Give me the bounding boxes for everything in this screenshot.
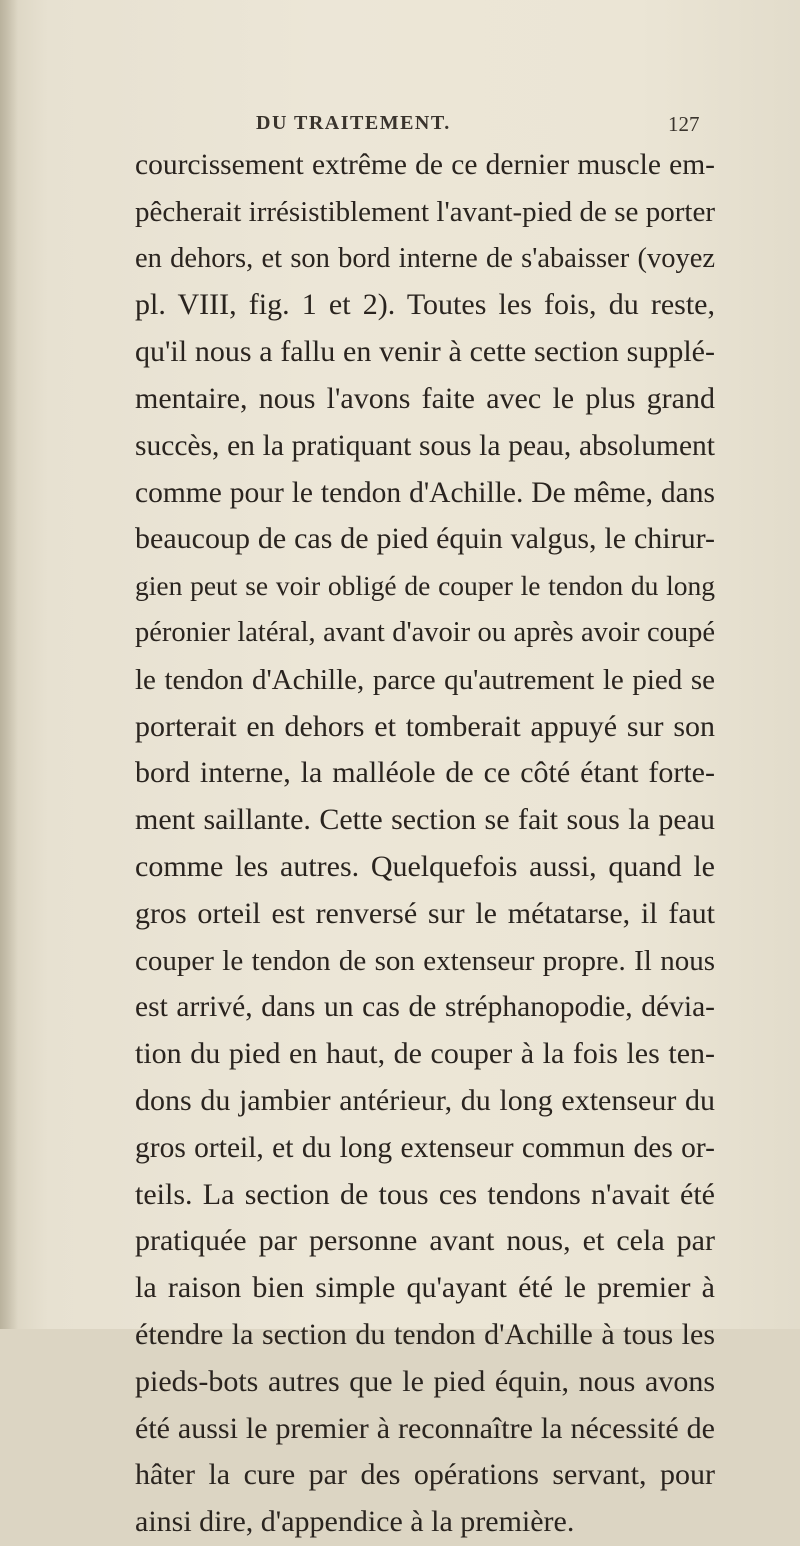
text-line: qu'il nous a fallu en venir à cette section supplé- — [135, 335, 715, 369]
text-line: comme les autres. Quelquefois aussi, quand le — [135, 849, 715, 883]
text-line: pl. VIII, fig. 1 et 2). Toutes les fois, du reste, — [135, 288, 715, 322]
text-line: bord interne, la malléole de ce côté étant forte- — [135, 756, 715, 790]
text-line: la raison bien simple qu'ayant été le premier à — [135, 1271, 715, 1305]
text-line: en dehors, et son bord interne de s'abaisser (voyez — [135, 242, 715, 274]
text-line: courcissement extrême de ce dernier muscle em- — [135, 149, 715, 181]
text-line: succès, en la pratiquant sous la peau, absolument — [135, 429, 715, 462]
text-line: le tendon d'Achille, parce qu'autrement le pied se — [135, 663, 715, 696]
running-title: DU TRAITEMENT. — [256, 112, 451, 134]
text-line: porterait en dehors et tomberait appuyé sur son — [135, 709, 715, 743]
text-line: pratiquée par personne avant nous, et cela par — [135, 1224, 715, 1258]
page-gutter-shadow — [0, 0, 18, 1329]
running-header — [0, 112, 800, 142]
text-line: ainsi dire, d'appendice à la première. — [135, 1505, 575, 1539]
text-line: comme pour le tendon d'Achille. De même, dans — [135, 476, 715, 509]
text-line: beaucoup de cas de pied équin valgus, le chirur- — [135, 522, 715, 556]
text-line: été aussi le premier à reconnaître la nécessité de — [135, 1411, 715, 1445]
text-line: ment saillante. Cette section se fait sous la peau — [135, 803, 715, 837]
text-line: mentaire, nous l'avons faite avec le plus grand — [135, 381, 715, 415]
page-number: 127 — [668, 112, 700, 136]
text-line: gien peut se voir obligé de couper le tendon du long — [135, 570, 715, 602]
text-line: dons du jambier antérieur, du long extenseur du — [135, 1083, 715, 1117]
text-line: étendre la section du tendon d'Achille à tous les — [135, 1317, 715, 1351]
text-line: gros orteil, et du long extenseur commun des or- — [135, 1131, 715, 1164]
text-line: pêcherait irrésistiblement l'avant-pied de se porter — [135, 195, 715, 228]
text-line: est arrivé, dans un cas de stréphanopodie, dévia- — [135, 991, 715, 1024]
text-line: hâter la cure par des opérations servant, pour — [135, 1458, 715, 1492]
text-line: couper le tendon de son extenseur propre. Il nous — [135, 944, 715, 977]
text-line: tion du pied en haut, de couper à la fois les ten- — [135, 1037, 715, 1071]
body-text — [135, 142, 715, 1546]
text-line: teils. La section de tous ces tendons n'avait été — [135, 1177, 715, 1211]
text-line: gros orteil est renversé sur le métatarse, il faut — [135, 896, 715, 930]
text-line: pieds-bots autres que le pied équin, nous avons — [135, 1364, 715, 1398]
text-line: péronier latéral, avant d'avoir ou après avoir coupé — [135, 616, 715, 648]
